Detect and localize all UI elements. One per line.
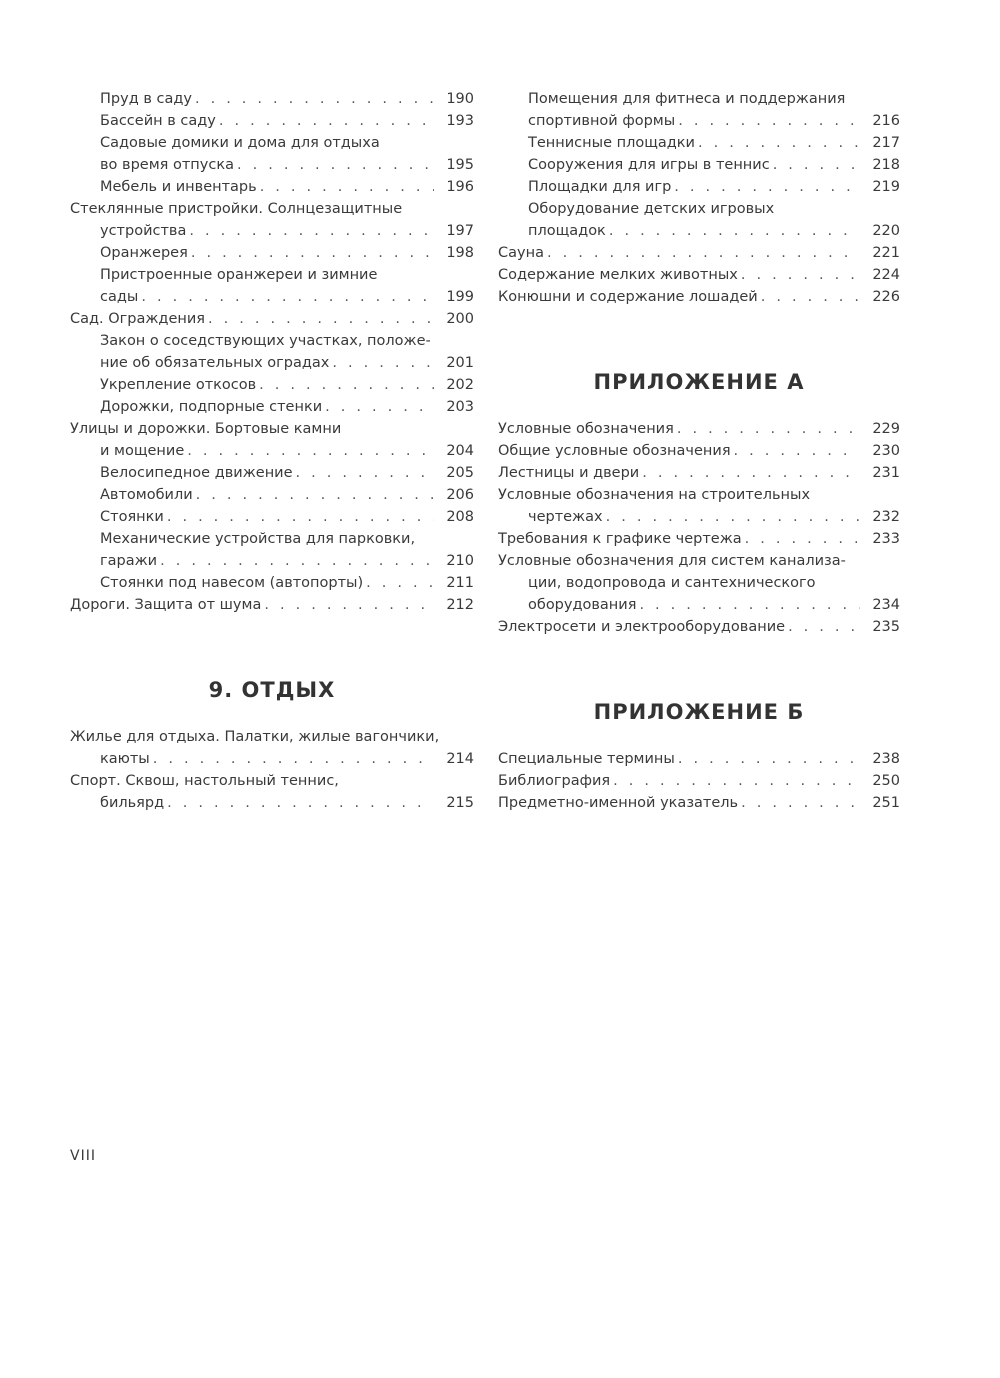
- toc-entry-page: 198: [446, 245, 474, 261]
- toc-entry-title: Условные обозначения на строительных: [498, 487, 811, 503]
- toc-entry: [498, 242, 900, 264]
- dot-leader: [675, 748, 860, 770]
- toc-entry: [70, 462, 474, 484]
- toc-entry-page: 216: [872, 113, 900, 129]
- toc-entry: [498, 132, 900, 154]
- dot-leader: [610, 770, 860, 792]
- spacer: [498, 394, 900, 418]
- toc-entry-line: [100, 88, 474, 110]
- toc-entry-title: Укрепление откосов: [100, 377, 257, 393]
- toc-entry-page: 226: [872, 289, 900, 305]
- dot-leader: [731, 440, 860, 462]
- toc-entry-page: 196: [446, 179, 474, 195]
- toc-entry-page: 205: [446, 465, 474, 481]
- toc-entry-title: Площадки для игр: [528, 179, 672, 195]
- toc-entry-title: ции, водопровода и сантехнического: [528, 575, 816, 591]
- toc-entry-page: 221: [872, 245, 900, 261]
- toc-entry-title: во время отпуска: [100, 157, 234, 173]
- section-title-recreation: 9. ОТДЫХ: [208, 678, 336, 702]
- toc-entry-page: 251: [872, 795, 900, 811]
- dot-leader: [329, 352, 434, 374]
- toc-entry-title: сады: [100, 289, 139, 305]
- dot-leader: [138, 286, 434, 308]
- spacer: [498, 638, 900, 700]
- toc-entry-title: Общие условные обозначения: [498, 443, 731, 459]
- dot-leader: [164, 506, 434, 528]
- toc-entry-page: 220: [872, 223, 900, 239]
- toc-entry-line: [70, 440, 474, 462]
- toc-entry: [70, 264, 474, 308]
- toc-entry-title: ние об обязательных оградах: [100, 355, 330, 371]
- toc-entry-page: 201: [446, 355, 474, 371]
- toc-entry-page: 214: [446, 751, 474, 767]
- toc-appendix-a-list: [498, 418, 900, 638]
- toc-entry-line: [100, 572, 474, 594]
- toc-entry-title: Содержание мелких животных: [498, 267, 738, 283]
- toc-entry-line: [100, 506, 474, 528]
- toc-entry-title: Оборудование детских игровых: [528, 201, 775, 217]
- toc-entry-line: [528, 132, 900, 154]
- toc-entry: [498, 176, 900, 198]
- toc-entry-line: [528, 154, 900, 176]
- toc-entry-title: и мощение: [100, 443, 185, 459]
- toc-entry: [498, 418, 900, 440]
- toc-entry-line: [498, 748, 900, 770]
- toc-entry-page: 250: [872, 773, 900, 789]
- toc-entry-page: 212: [446, 597, 474, 613]
- dot-leader: [234, 154, 434, 176]
- toc-entry-title: Механические устройства для парковки,: [100, 531, 416, 547]
- toc-entry-page: 202: [446, 377, 474, 393]
- toc-entry-line: [70, 308, 474, 330]
- dot-leader: [770, 154, 860, 176]
- toc-entry: [70, 726, 474, 770]
- toc-entry-page: 193: [446, 113, 474, 129]
- section-title-appendix-b: ПРИЛОЖЕНИЕ Б: [593, 700, 805, 724]
- toc-appendix-b-list: [498, 748, 900, 814]
- toc-entry-title: Улицы и дорожки. Бортовые камни: [70, 421, 342, 437]
- toc-entry: [70, 770, 474, 814]
- toc-entry-title: устройства: [100, 223, 187, 239]
- dot-leader: [164, 792, 434, 814]
- toc-entry-title: Стоянки под навесом (автопорты): [100, 575, 364, 591]
- dot-leader: [293, 462, 434, 484]
- toc-entry-line: [498, 616, 900, 638]
- toc-entry-title: Садовые домики и дома для отдыха: [100, 135, 380, 151]
- toc-entry-page: 235: [872, 619, 900, 635]
- toc-entry-line: [498, 792, 900, 814]
- toc-entry-title: оборудования: [528, 597, 637, 613]
- toc-entry-page: 204: [446, 443, 474, 459]
- toc-entry-title: Дорожки, подпорные стенки: [100, 399, 323, 415]
- toc-entry-page: 218: [872, 157, 900, 173]
- dot-leader: [636, 594, 860, 616]
- toc-section-9-list: [70, 726, 474, 814]
- toc-entry-line: [528, 176, 900, 198]
- spacer: [498, 308, 900, 370]
- toc-entry-title: Условные обозначения для систем канализа-: [498, 553, 846, 569]
- dot-leader: [322, 396, 434, 418]
- dot-leader: [192, 88, 434, 110]
- toc-entry-line: [498, 594, 900, 616]
- spacer: [498, 724, 900, 748]
- toc-left-list: [70, 88, 474, 616]
- toc-entry: [70, 308, 474, 330]
- toc-entry-line: [100, 550, 474, 572]
- dot-leader: [216, 110, 434, 132]
- toc-entry: [70, 594, 474, 616]
- toc-entry-line: [100, 462, 474, 484]
- toc-entry-page: 231: [872, 465, 900, 481]
- toc-entry-page: 233: [872, 531, 900, 547]
- toc-entry: [70, 242, 474, 264]
- toc-left-column: [70, 88, 474, 814]
- spacer: [70, 702, 474, 726]
- toc-entry-title: чертежах: [528, 509, 603, 525]
- toc-entry: [70, 572, 474, 594]
- toc-entry: [70, 88, 474, 110]
- toc-entry-title: Лестницы и двери: [498, 465, 640, 481]
- dot-leader: [603, 506, 860, 528]
- toc-entry-line: [498, 242, 900, 264]
- toc-entry-title: Сооружения для игры в теннис: [528, 157, 770, 173]
- dot-leader: [363, 572, 434, 594]
- toc-entry-title: Пристроенные оранжереи и зимние: [100, 267, 378, 283]
- toc-entry: [70, 418, 474, 462]
- toc-entry-page: 190: [446, 91, 474, 107]
- dot-leader: [205, 308, 434, 330]
- toc-entry-line: [528, 220, 900, 242]
- toc-entry-page: 203: [446, 399, 474, 415]
- toc-entry-line: [100, 110, 474, 132]
- toc-entry-page: 206: [446, 487, 474, 503]
- toc-entry: [70, 484, 474, 506]
- toc-entry-title: Дороги. Защита от шума: [70, 597, 262, 613]
- toc-entry-page: 219: [872, 179, 900, 195]
- dot-leader: [758, 286, 860, 308]
- toc-entry-line: [70, 748, 474, 770]
- dot-leader: [671, 176, 860, 198]
- dot-leader: [738, 792, 860, 814]
- dot-leader: [639, 462, 860, 484]
- dot-leader: [738, 264, 860, 286]
- dot-leader: [785, 616, 860, 638]
- toc-entry-line: [70, 792, 474, 814]
- toc-entry-title: Помещения для фитнеса и поддержания: [528, 91, 846, 107]
- toc-entry: [498, 88, 900, 132]
- toc-entry: [70, 176, 474, 198]
- toc-entry-page: 229: [872, 421, 900, 437]
- toc-entry: [70, 330, 474, 374]
- toc-entry-line: [100, 154, 474, 176]
- toc-entry-page: 208: [446, 509, 474, 525]
- toc-entry: [498, 748, 900, 770]
- toc-entry-line: [100, 242, 474, 264]
- dot-leader: [256, 374, 434, 396]
- toc-entry-title: спортивной формы: [528, 113, 676, 129]
- dot-leader: [675, 110, 860, 132]
- dot-leader: [257, 176, 434, 198]
- toc-entry: [498, 528, 900, 550]
- dot-leader: [188, 242, 434, 264]
- toc-entry: [498, 770, 900, 792]
- toc-entry-page: 230: [872, 443, 900, 459]
- toc-entry: [498, 198, 900, 242]
- toc-entry-title: каюты: [100, 751, 150, 767]
- toc-entry-page: 200: [446, 311, 474, 327]
- dot-leader: [742, 528, 860, 550]
- toc-entry: [70, 528, 474, 572]
- toc-entry-line: [70, 220, 474, 242]
- toc-entry-title: Специальные термины: [498, 751, 675, 767]
- toc-entry-line: [100, 286, 474, 308]
- toc-entry-page: 210: [446, 553, 474, 569]
- toc-entry-line: [100, 374, 474, 396]
- toc-entry: [70, 198, 474, 242]
- dot-leader: [186, 220, 434, 242]
- toc-entry-page: 234: [872, 597, 900, 613]
- toc-entry: [498, 616, 900, 638]
- toc-entry-title: Жилье для отдыха. Палатки, жилые вагончики,: [70, 729, 440, 745]
- dot-leader: [193, 484, 434, 506]
- section-title-appendix-a: ПРИЛОЖЕНИЕ А: [593, 370, 805, 394]
- toc-entry-page: 199: [446, 289, 474, 305]
- dot-leader: [695, 132, 860, 154]
- toc-entry-line: [100, 396, 474, 418]
- toc-entry-line: [100, 176, 474, 198]
- toc-entry: [498, 154, 900, 176]
- toc-entry-line: [528, 110, 900, 132]
- toc-entry-title: Требования к графике чертежа: [498, 531, 742, 547]
- toc-entry: [498, 484, 900, 528]
- toc-entry-title: Велосипедное движение: [100, 465, 293, 481]
- toc-entry-page: 224: [872, 267, 900, 283]
- toc-entry: [498, 462, 900, 484]
- spacer: [70, 616, 474, 678]
- toc-entry-title: Сад. Ограждения: [70, 311, 206, 327]
- toc-entry: [70, 132, 474, 176]
- toc-entry-title: Библиография: [498, 773, 611, 789]
- toc-entry-page: 217: [872, 135, 900, 151]
- toc-entry-title: Оранжерея: [100, 245, 188, 261]
- toc-entry-title: Закон о соседствующих участках, положе-: [100, 333, 431, 349]
- toc-entry-line: [100, 484, 474, 506]
- toc-entry-line: [498, 440, 900, 462]
- toc-entry-page: 215: [446, 795, 474, 811]
- toc-entry-line: [498, 264, 900, 286]
- dot-leader: [261, 594, 434, 616]
- toc-entry: [70, 396, 474, 418]
- toc-entry-page: 195: [446, 157, 474, 173]
- toc-entry: [70, 110, 474, 132]
- toc-entry-title: площадок: [528, 223, 606, 239]
- toc-entry: [498, 440, 900, 462]
- toc-entry-line: [100, 352, 474, 374]
- toc-entry-title: Спорт. Сквош, настольный теннис,: [70, 773, 339, 789]
- toc-entry-title: Условные обозначения: [498, 421, 674, 437]
- toc-entry-page: 211: [446, 575, 474, 591]
- toc-entry-title: Предметно-именной указатель: [498, 795, 739, 811]
- toc-entry-title: Конюшни и содержание лошадей: [498, 289, 758, 305]
- toc-entry-title: бильярд: [100, 795, 165, 811]
- dot-leader: [544, 242, 860, 264]
- toc-entry-title: Теннисные площадки: [528, 135, 695, 151]
- page-number: VIII: [70, 1148, 96, 1164]
- toc-entry-title: Электросети и электрооборудование: [498, 619, 786, 635]
- dot-leader: [606, 220, 860, 242]
- toc-entry-title: гаражи: [100, 553, 158, 569]
- toc-right-list: [498, 88, 900, 308]
- toc-entry-title: Пруд в саду: [100, 91, 192, 107]
- toc-entry-line: [498, 506, 900, 528]
- toc-entry-page: 238: [872, 751, 900, 767]
- toc-entry-line: [498, 770, 900, 792]
- toc-entry-title: Стоянки: [100, 509, 164, 525]
- toc-entry-line: [498, 286, 900, 308]
- toc-entry-line: [70, 594, 474, 616]
- toc-entry-title: Стеклянные пристройки. Солнцезащитные: [70, 201, 403, 217]
- toc-entry-line: [498, 418, 900, 440]
- toc-entry-page: 232: [872, 509, 900, 525]
- dot-leader: [157, 550, 434, 572]
- toc-right-column: [498, 88, 900, 814]
- dot-leader: [674, 418, 860, 440]
- toc-entry: [498, 550, 900, 616]
- toc-entry-line: [498, 462, 900, 484]
- toc-entry: [498, 792, 900, 814]
- toc-entry-title: Автомобили: [100, 487, 193, 503]
- toc-entry-title: Мебель и инвентарь: [100, 179, 257, 195]
- toc-entry: [498, 264, 900, 286]
- toc-entry: [498, 286, 900, 308]
- toc-entry-page: 197: [446, 223, 474, 239]
- dot-leader: [184, 440, 434, 462]
- toc-entry-title: Бассейн в саду: [100, 113, 216, 129]
- toc-entry: [70, 506, 474, 528]
- dot-leader: [150, 748, 434, 770]
- toc-entry: [70, 374, 474, 396]
- toc-entry-title: Сауна: [498, 245, 544, 261]
- toc-entry-line: [498, 528, 900, 550]
